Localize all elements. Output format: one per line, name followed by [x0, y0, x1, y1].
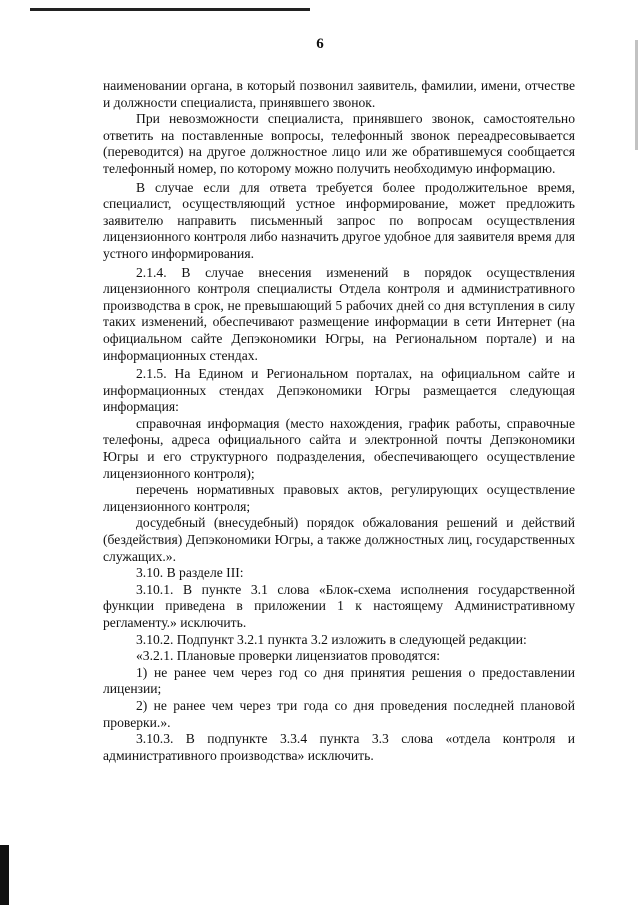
- paragraph: 2.1.4. В случае внесения изменений в порядок осуществления лицензионного контроля специалисты Отдела контроля и административного производства в срок, не превышающий 5 рабочих дней со дня вступления в силу таких изменений, обеспечивают размещение информации в сети Интернет (на официальном сайте Депэкономики Югры, на Региональном портале) и на информационных стендах.: [103, 264, 575, 363]
- paragraph: наименовании органа, в который позвонил заявитель, фамилии, имени, отчестве и должности специалиста, принявшего звонок.: [103, 78, 575, 110]
- paragraph: 3.10.1. В пункте 3.1 слова «Блок-схема исполнения государственной функции приведена в приложении 1 к настоящему Административному регламенту.» исключить.: [103, 581, 575, 630]
- list-item: справочная информация (место нахождения, график работы, справочные телефоны, адреса официального сайта и электронной почты Депэкономики Югры и его структурного подразделения, обеспечивающего осуществление лицензионного контроля);: [103, 415, 575, 481]
- page-number: 6: [316, 36, 324, 52]
- scan-edge-mark: [635, 40, 638, 150]
- list-item: 1) не ранее чем через год со дня принятия решения о предоставлении лицензии;: [103, 664, 575, 697]
- paragraph: 2.1.5. На Едином и Региональном порталах, на официальном сайте и информационных стендах Депэкономики Югры размещается следующая информация:: [103, 366, 575, 415]
- paragraph: «3.2.1. Плановые проверки лицензиатов проводятся:: [136, 648, 441, 664]
- scan-top-rule: [30, 8, 310, 11]
- list-item: досудебный (внесудебный) порядок обжалования решений и действий (бездействия) Депэкономики Югры, а также должностных лиц, государственных служащих.».: [103, 515, 575, 564]
- paragraph: При невозможности специалиста, принявшего звонок, самостоятельно ответить на поставленные вопросы, телефонный звонок переадресовывается (переводится) на другое должностное лицо или же обратившемуся сообщается телефонный номер, по которому можно получить необходимую информацию.: [103, 111, 575, 176]
- scan-edge-bar: [0, 845, 9, 905]
- paragraph: 3.10.3. В подпункте 3.3.4 пункта 3.3 слова «отдела контроля и административного производства» исключить.: [103, 731, 575, 763]
- document-body: [103, 78, 575, 764]
- list-item: 2) не ранее чем через три года со дня проведения последней плановой проверки.».: [103, 697, 575, 730]
- paragraph: 3.10.2. Подпункт 3.2.1 пункта 3.2 изложить в следующей редакции:: [136, 631, 527, 647]
- section-heading: 3.10. В разделе III:: [136, 565, 244, 581]
- paragraph: В случае если для ответа требуется более продолжительное время, специалист, осуществляющий устное информирование, может предложить заявителю направить письменный запрос по вопросам осуществления лицензионного контроля либо назначить другое удобное для заявителя время для устного информирования.: [103, 179, 575, 261]
- list-item: перечень нормативных правовых актов, регулирующих осуществление лицензионного контроля;: [103, 482, 575, 514]
